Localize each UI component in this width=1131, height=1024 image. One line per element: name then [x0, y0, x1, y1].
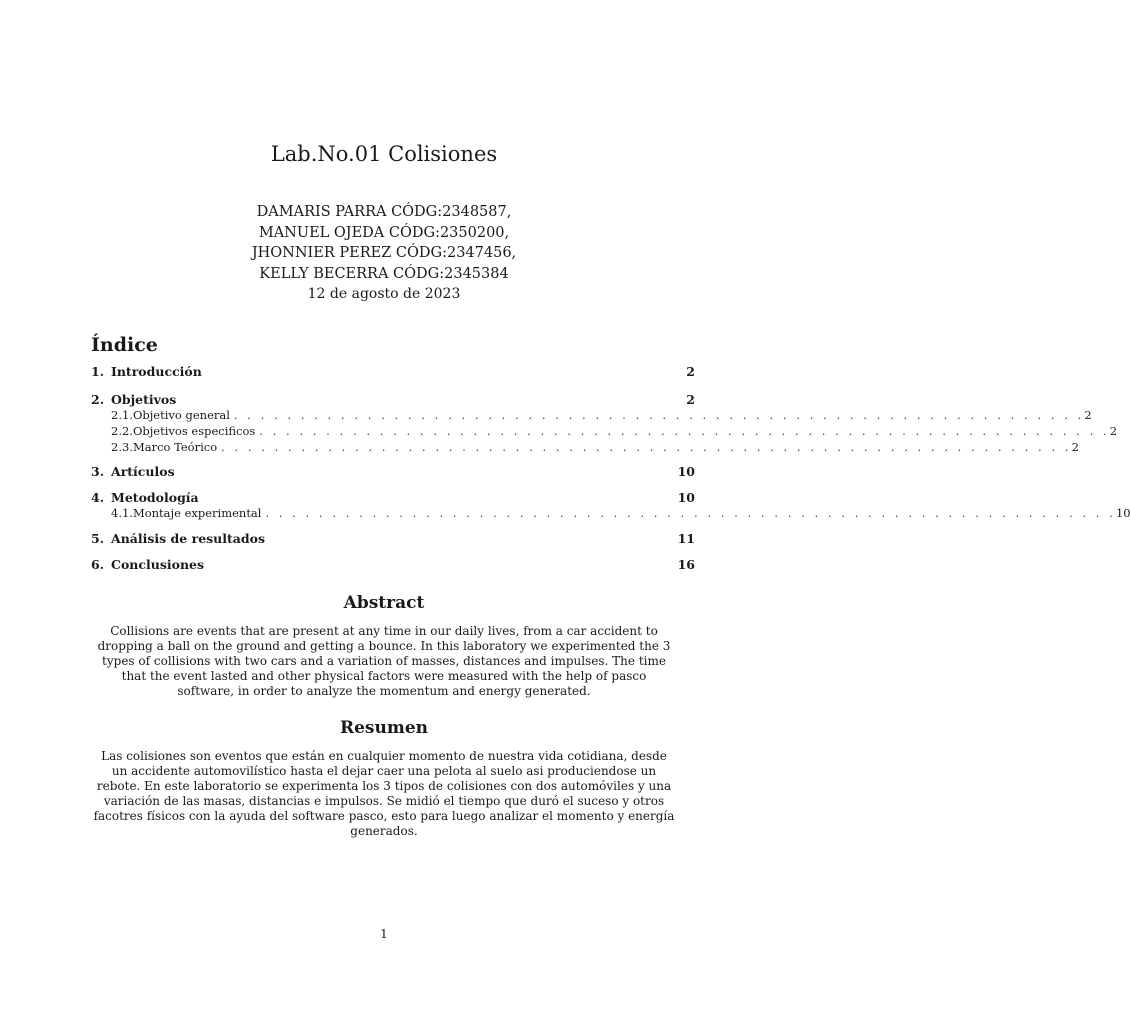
toc-section-conclusiones[interactable] [91, 557, 695, 575]
author-line: KELLY BECERRA CÓDG:2345384 [259, 265, 509, 282]
document-title: Lab.No.01 Colisiones [270, 142, 498, 166]
toc-label: Montaje experimental [132, 506, 262, 520]
toc-number: 5. [91, 531, 105, 546]
toc-label: Conclusiones [111, 557, 205, 572]
toc-section-articulos[interactable] [91, 464, 695, 482]
author-list [0, 202, 768, 284]
toc-subsection-montaje-experimental[interactable] [111, 506, 1131, 522]
toc-number: 2.1. [111, 408, 133, 422]
toc-section-introduccion[interactable] [91, 364, 695, 382]
toc-label: Objetivos especificos [132, 424, 256, 438]
abstract-text: Collisions are events that are present at any time in our daily lives, from a car accident to dropping a ball on the ground and getting a bounce. In this laboratory we experimented the 3 types of collisions with two cars and a variation of masses, distances and impulses. The time that the event lasted and other physical factors were measured with the help of pasco software, in order to analyze the momentum and energy generated. [97, 624, 671, 698]
document-date: 12 de agosto de 2023 [307, 286, 461, 302]
toc-leader-dots: . . . . . . . . . . . . . . . . . . . . . . . . . . . . . . . . . . . . . . . . . . . . . . . . . . . . . . . . . . . . . . . . [265, 507, 1116, 520]
toc-subsection-marco-teorico[interactable] [111, 440, 1079, 456]
resumen-heading: Resumen [339, 718, 429, 738]
toc-leader-dots: . . . . . . . . . . . . . . . . . . . . . . . . . . . . . . . . . . . . . . . . . . . . . . . . . . . . . . . . . . . . . . . . [233, 409, 1085, 422]
toc-leader-dots: . . . . . . . . . . . . . . . . . . . . . . . . . . . . . . . . . . . . . . . . . . . . . . . . . . . . . . . . . . . . . . . . [221, 441, 1072, 454]
toc-leader-dots: . . . . . . . . . . . . . . . . . . . . . . . . . . . . . . . . . . . . . . . . . . . . . . . . . . . . . . . . . . . . . . . . [259, 425, 1110, 438]
toc-page: 16 [677, 557, 695, 572]
toc-page: 10 [1115, 506, 1131, 520]
author-line: JHONNIER PEREZ CÓDG:2347456, [251, 245, 517, 261]
toc-label: Objetivos [111, 392, 177, 407]
toc-number: 6. [91, 557, 105, 572]
toc-page: 10 [677, 464, 695, 479]
toc-number: 2. [91, 392, 105, 407]
toc-page: 2 [1084, 408, 1092, 422]
toc-page: 10 [677, 490, 695, 505]
toc-number: 3. [91, 464, 105, 479]
author-line: DAMARIS PARRA CÓDG:2348587, [256, 204, 512, 220]
toc-page: 2 [686, 364, 695, 379]
toc-number: 2.3. [111, 440, 133, 454]
toc-page: 2 [686, 392, 695, 407]
toc-label: Objetivo general [132, 408, 230, 422]
page-number: 1 [380, 927, 388, 941]
toc-label: Metodología [111, 490, 199, 505]
toc-label: Análisis de resultados [111, 531, 266, 546]
author-line: MANUEL OJEDA CÓDG:2350200, [258, 224, 510, 241]
index-heading: Índice [91, 334, 158, 356]
resumen-text: Las colisiones son eventos que están en cualquier momento de nuestra vida cotidiana, desde un accidente automovilístico hasta el dejar caer una pelota al suelo asi produciendose un rebote. En este laboratorio se experimenta los 3 tipos de colisiones con dos automóviles y una variación de las masas, distancias e impulsos. Se midió el tiempo que duró el suceso y otros facotres físicos con la ayuda del software pasco, esto para luego analizar el momento y energía generados. [93, 749, 675, 838]
toc-label: Marco Teórico [132, 440, 218, 454]
toc-number: 4. [91, 490, 105, 505]
toc-page: 11 [677, 531, 695, 546]
toc-page: 2 [1071, 440, 1079, 454]
toc-section-analisis[interactable] [91, 531, 695, 549]
toc-page: 2 [1109, 424, 1118, 438]
toc-number: 2.2. [111, 424, 133, 438]
toc-label: Introducción [111, 364, 202, 379]
abstract-heading: Abstract [343, 593, 425, 613]
toc-label: Artículos [111, 464, 175, 479]
toc-number: 1. [91, 364, 105, 379]
toc-subsection-objetivos-especificos[interactable] [111, 424, 1118, 440]
toc-subsection-objetivo-general[interactable] [111, 408, 1092, 424]
toc-number: 4.1. [111, 506, 133, 520]
